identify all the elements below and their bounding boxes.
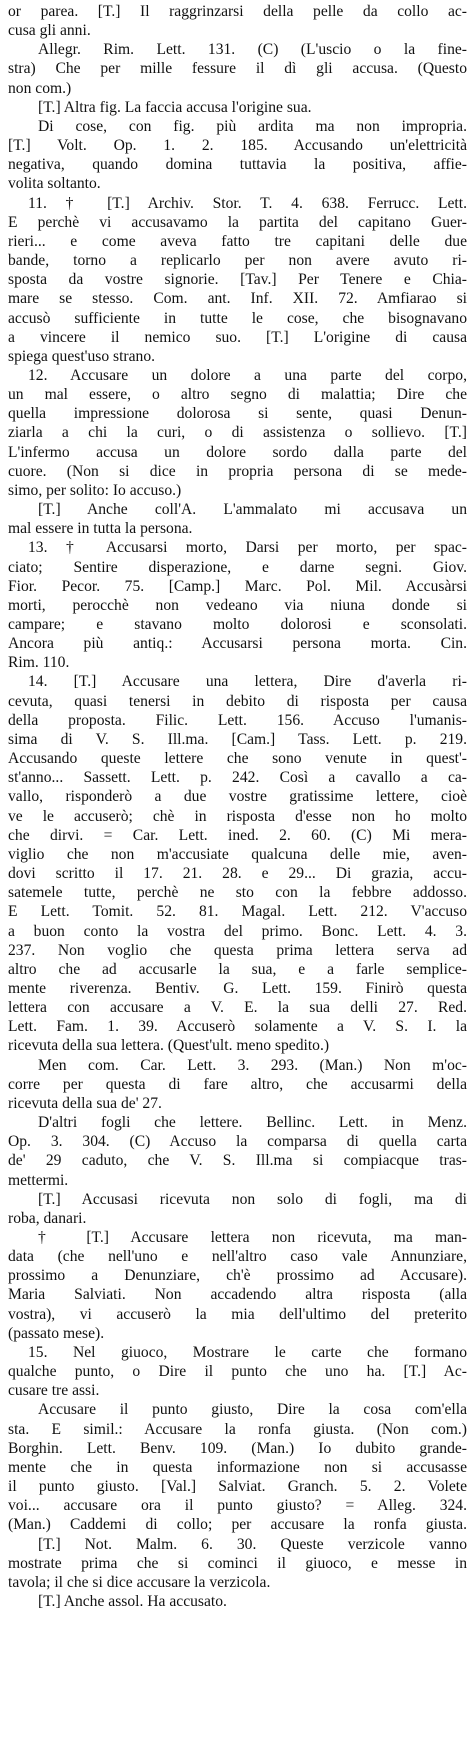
text-line: rieri... e come aveva fatto tre capitani delle due <box>8 232 467 250</box>
text-line: † [T.] Accusare lettera non ricevuta, ma man- <box>38 1229 467 1246</box>
text-line: Accusando queste lettere che sono venute in quest'- <box>8 750 467 768</box>
text-line: dovi scritto il 17. 21. 28. e 29... Di grazia, accu- <box>8 865 467 883</box>
text-line: 13. † Accusarsi morto, Darsi per morto, per spac- <box>28 539 467 557</box>
text-line: mostrate prima che si cominci il giuoco, e messe in <box>8 1554 467 1572</box>
text-line: E perchè vi accusavamo la partita del capitano Guer- <box>8 213 467 231</box>
text-line: Borghin. Lett. Benv. 109. (Man.) Io dubito grande- <box>8 1439 467 1457</box>
text-line: tavola; il che si dice accusare la verzicola. <box>8 1573 271 1591</box>
text-line: sima di V. S. Ill.ma. [Cam.] Tass. Lett. p. 219. <box>8 730 467 748</box>
text-line: mente che in questa informazione non si accusasse <box>8 1458 467 1476</box>
text-line: mare se stesso. Com. ant. Inf. XII. 72. Amfiarao si <box>8 290 467 308</box>
text-line: (passato mese). <box>8 1324 105 1342</box>
text-line: Lett. Fam. 1. 39. Accuserò solamente a V. S. I. la <box>8 1018 467 1036</box>
text-line: (Man.) Caddemi di collo; per accusare la ronfa giusta. <box>8 1516 467 1534</box>
text-line: 15. Nel giuoco, Mostrare le carte che formano <box>28 1343 467 1361</box>
text-line: ricevuta della sua lettera. (Quest'ult. meno spedito.) <box>8 1037 330 1055</box>
text-line: a vincere il nemico suo. [T.] L'origine di causa <box>8 328 467 346</box>
text-line: spiega quest'uso strano. <box>8 347 156 365</box>
text-line: [T.] Accusasi ricevuta non solo di fogli, ma di <box>38 1190 467 1208</box>
text-line: Op. 3. 304. (C) Accuso la comparsa di quella carta <box>8 1133 467 1151</box>
text-line: ricevuta della sua de' 27. <box>8 1094 162 1112</box>
text-line: satemele tutte, perchè ne sto con la febbre addosso. <box>8 884 467 902</box>
text-line: vallo, risponderò a due vostre gratissime lettere, cioè <box>8 788 467 806</box>
text-line: mal essere in tutta la persona. <box>8 520 193 538</box>
text-line: L'infermo accusa un dolore sordo dalla parte del <box>8 443 467 461</box>
text-line: [T.] Not. Malm. 6. 30. Queste verzicole vanno <box>38 1535 467 1553</box>
text-line: mente riverenza. Bentiv. G. Lett. 159. Finirò questa <box>8 979 467 997</box>
text-line: cusa gli anni. <box>8 22 91 40</box>
text-line: [T.] Altra fig. La faccia accusa l'origine sua. <box>38 98 312 116</box>
text-line: st'anno... Sassett. Lett. p. 242. Così a cavallo a ca- <box>8 769 467 787</box>
text-line: morti, perocchè non vedeano via niuna donde si <box>8 596 467 614</box>
text-line: or parea. [T.] Il raggrinzarsi della pelle da collo ac- <box>8 3 467 20</box>
text-line: ciato; Sentire disperazione, e darne segni. Giov. <box>8 558 467 576</box>
text-line: 12. Accusare un dolore a una parte del corpo, <box>28 366 467 384</box>
text-line: mettermi. <box>8 1171 69 1189</box>
text-line: Maria Salviati. Non accadendo altra risposta (alla <box>8 1286 467 1304</box>
text-line: negativa, quando domina tuttavia la positiva, affie- <box>8 156 467 174</box>
text-line: campare; e stavano molto dolorosi e sconsolati. <box>8 616 467 633</box>
text-line: ve le accuserò; chè in risposta d'esse non ho molto <box>8 807 467 825</box>
text-line: D'altri fogli che lettere. Bellinc. Lett. in Menz. <box>38 1114 467 1132</box>
text-line: altro che ad accusarle la sua, e a farle semplice- <box>8 960 467 978</box>
text-line: Allegr. Rim. Lett. 131. (C) (L'uscio o la fine- <box>38 41 467 59</box>
text-line: stra) Che per mille fessure il dì gli accusa. (Questo <box>8 60 467 78</box>
text-line: vostra), vi accuserò la mia dell'ultimo del preterito <box>8 1305 467 1323</box>
text-line: Di cose, con fig. più ardita ma non impropria. <box>38 117 467 135</box>
text-line: che dirvi. = Car. Lett. ined. 2. 60. (C) Mi mera- <box>8 826 467 844</box>
text-line: lettera con accusare a V. E. la sua delli 27. Red. <box>8 999 467 1017</box>
text-line: [T.] Anche coll'A. L'ammalato mi accusava un <box>38 501 467 519</box>
text-line: 237. Non voglio che questa prima lettera serva ad <box>8 941 467 959</box>
text-line: il punto giusto. [Val.] Salviat. Granch. 5. 2. Volete <box>8 1478 467 1496</box>
text-line: accusò sufficiente in tutte le cose, che bisognavano <box>8 309 467 327</box>
text-line: prossimo a Denunziare, ch'è prossimo ad Accusare). <box>8 1267 467 1285</box>
text-line: sposta da vostre signorie. [Tav.] Per Tenere e Chia- <box>8 271 467 289</box>
text-line: ziarla a chi la curi, o di assistenza o sollievo. [T.] <box>8 424 467 442</box>
text-line: [T.] Anche assol. Ha accusato. <box>38 1592 227 1610</box>
text-line: un mal essere, o altro segno di malattia; Dire che <box>8 386 467 404</box>
text-line: roba, danari. <box>8 1209 87 1227</box>
text-line: Rim. 110. <box>8 654 70 672</box>
text-line: 11. † [T.] Archiv. Stor. T. 4. 638. Ferrucc. Lett. <box>28 194 467 212</box>
text-line: sta. E simil.: Accusare la ronfa giusta. (Non com.) <box>8 1420 467 1438</box>
text-line: Accusare il punto giusto, Dire la cosa com'ella <box>38 1401 467 1419</box>
text-line: bande, torno a replicarlo per non avere avuto ri- <box>8 252 467 270</box>
text-line: simo, per solito: Io accuso.) <box>8 481 182 499</box>
text-line: viglio che non m'accusiate qualcuna delle mie, aven- <box>8 845 467 863</box>
text-line: de' 29 caduto, che V. S. Ill.ma si compiacque tras- <box>8 1152 467 1170</box>
text-line: E Lett. Tomit. 52. 81. Magal. Lett. 212. V'accuso <box>8 903 467 921</box>
text-line: [T.] Volt. Op. 1. 2. 185. Accusando un'elettricità <box>8 137 467 155</box>
text-line: cusare tre assi. <box>8 1382 100 1400</box>
text-line: voi... accusare ora il punto giusto? = Alleg. 324. <box>8 1497 467 1515</box>
text-line: 14. [T.] Accusare una lettera, Dire d'averla ri- <box>28 673 467 691</box>
text-line: a buon conto la vostra del primo. Bonc. Lett. 4. 3. <box>8 922 467 940</box>
text-line: qualche punto, o Dire il punto che uno ha. [T.] Ac- <box>8 1363 467 1381</box>
text-line: volita soltanto. <box>8 175 101 193</box>
text-line: Ancora più antiq.: Accusarsi persona morta. Cin. <box>8 635 467 653</box>
text-line: quella impressione dolorosa si sente, quasi Denun- <box>8 405 467 423</box>
text-line: cuore. (Non si dice in propria persona di se mede- <box>8 462 467 480</box>
text-line: Fior. Pecor. 75. [Camp.] Marc. Pol. Mil. Accusàrsi <box>8 577 467 595</box>
text-line: non com.) <box>8 79 72 97</box>
text-line: Men com. Car. Lett. 3. 293. (Man.) Non m'oc- <box>38 1056 467 1074</box>
text-line: data (che nell'uno e nell'altro caso vale Annunziare, <box>8 1248 467 1266</box>
text-line: della proposta. Filic. Lett. 156. Accuso l'umanis- <box>8 711 467 729</box>
text-line: cevuta, quasi tenersi in debito di risposta per causa <box>8 692 467 710</box>
text-line: corre per questa di fare altro, che accusarmi della <box>8 1075 467 1093</box>
